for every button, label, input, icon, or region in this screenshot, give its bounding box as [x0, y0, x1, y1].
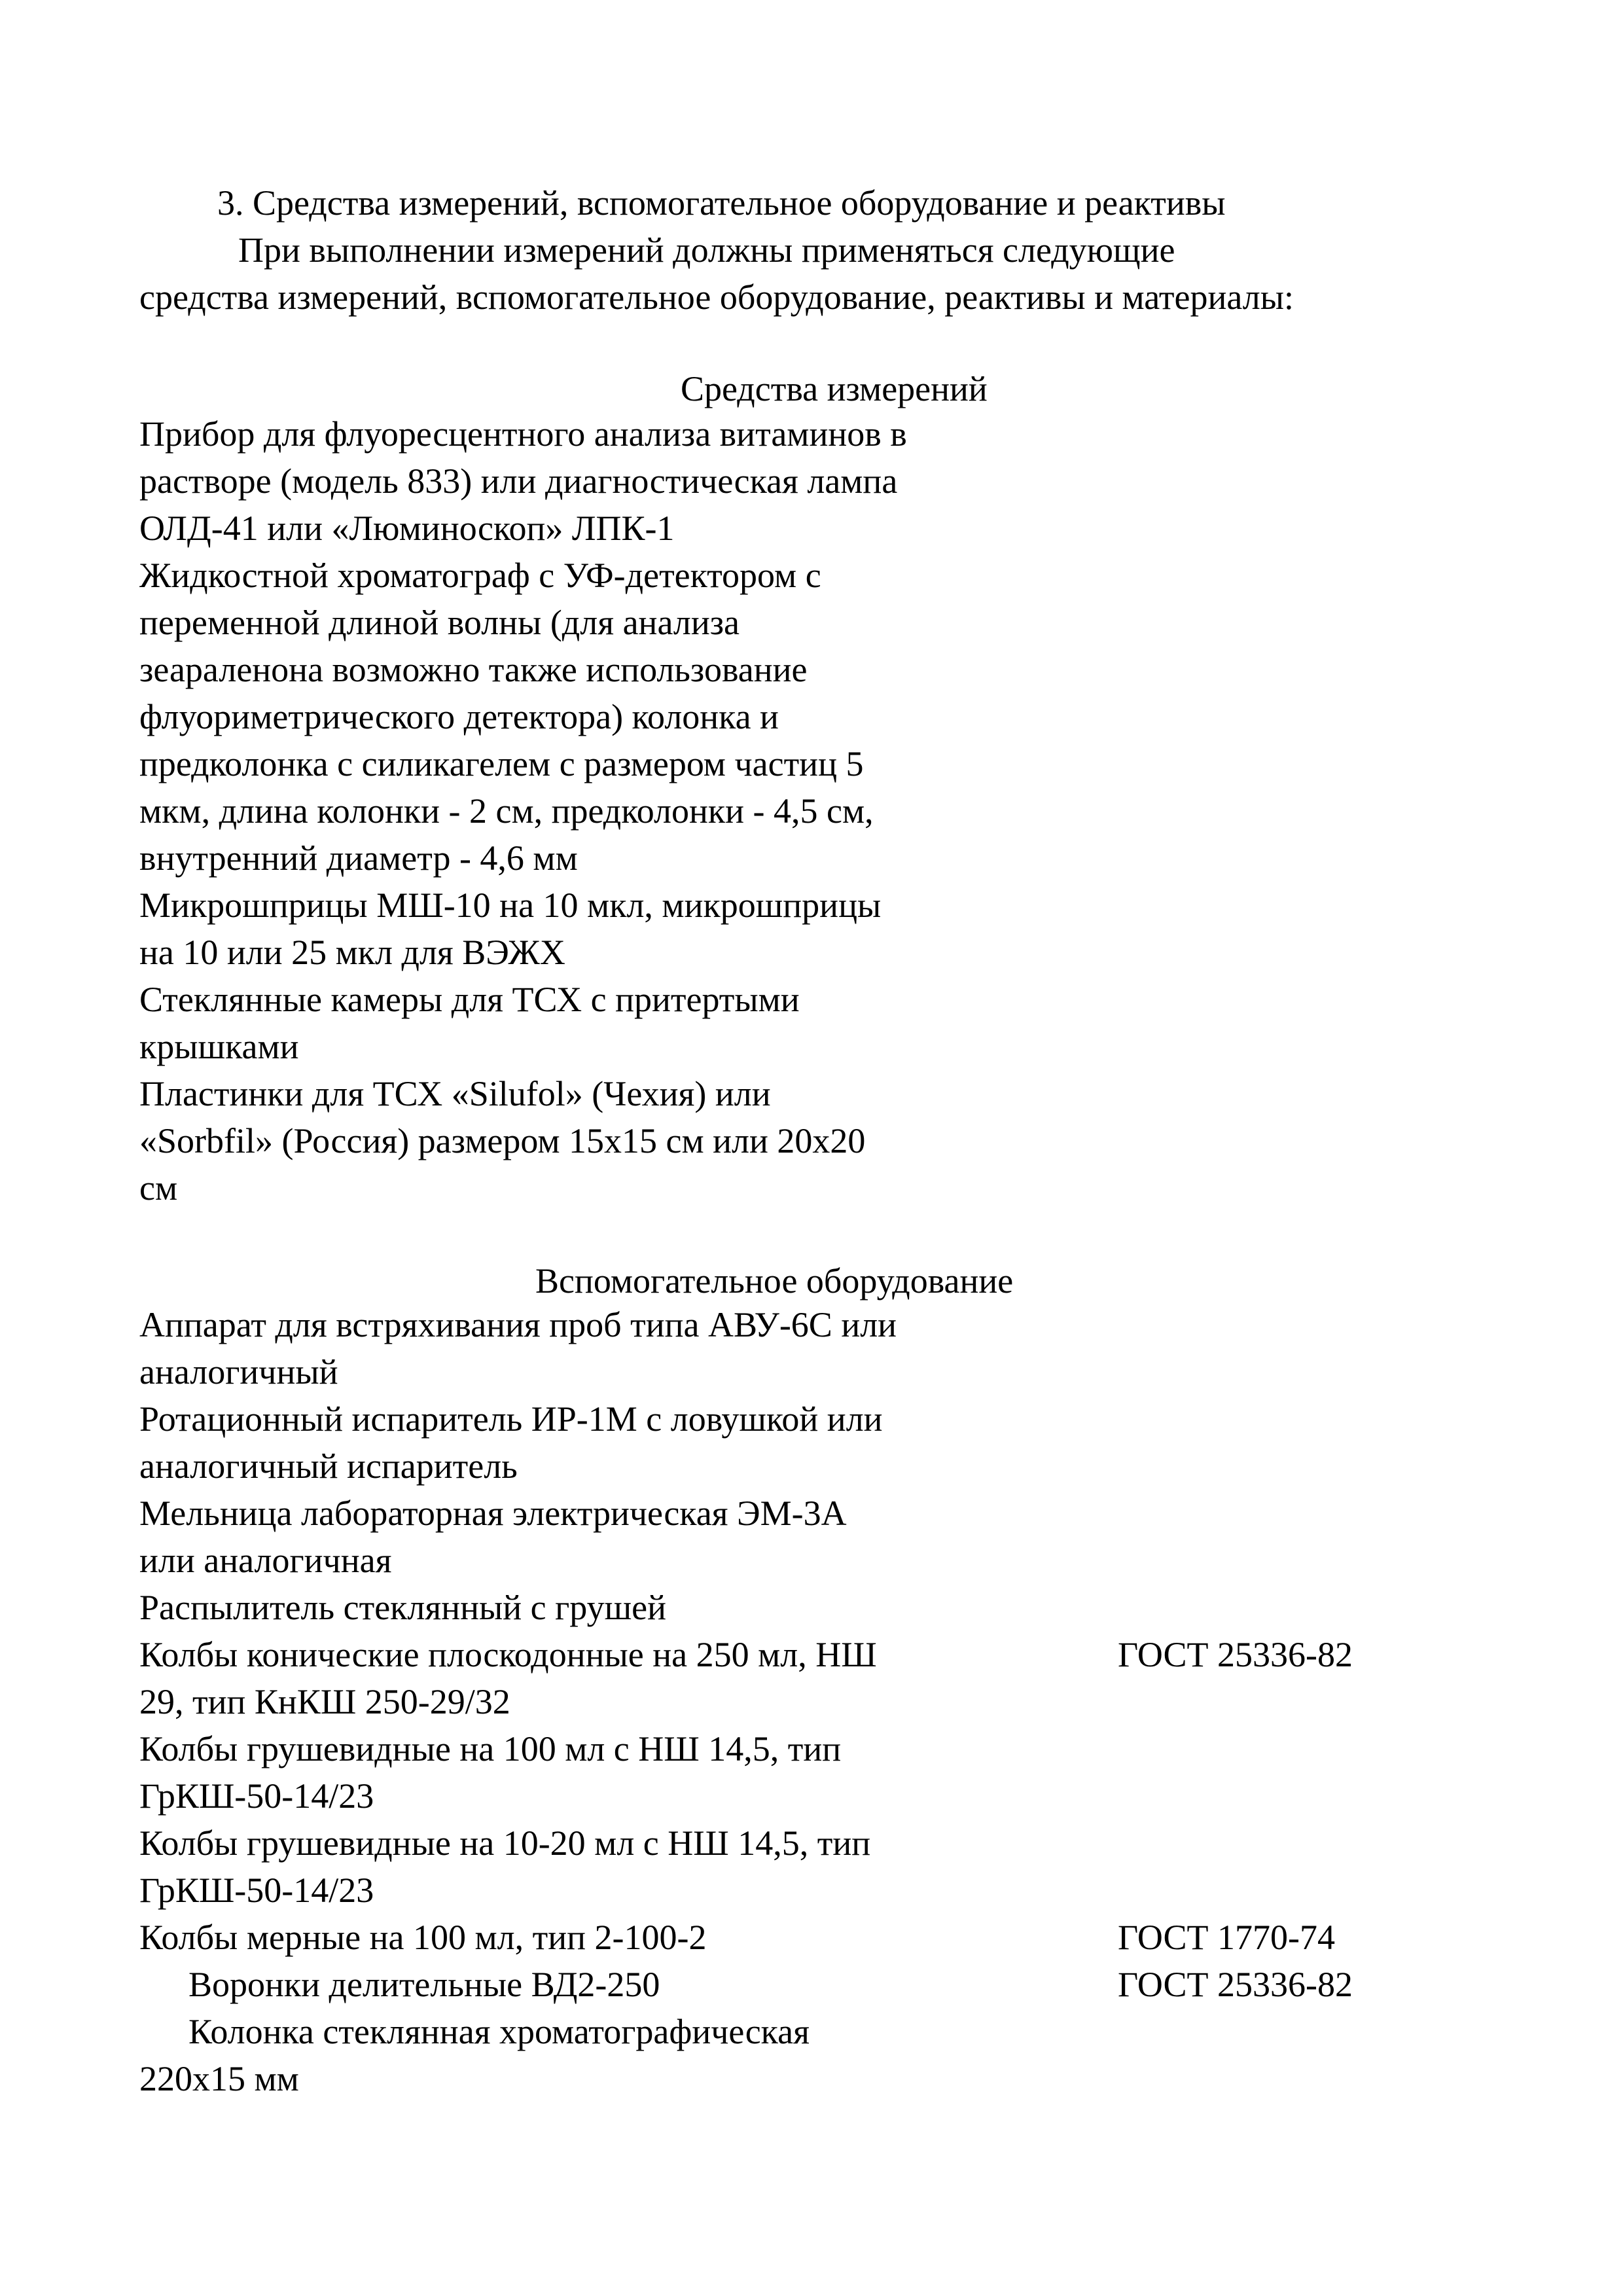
list-line: Прибор для флуоресцентного анализа витаминов в [139, 414, 907, 454]
list-line: Колбы конические плоскодонные на 250 мл, НШ [139, 1635, 877, 1674]
list-line: предколонка с силикагелем с размером частиц 5 [139, 744, 864, 783]
auxiliary-equipment-list [139, 1301, 1095, 2102]
list-line: см [139, 1168, 178, 1208]
gost-reference: ГОСТ 25336-82 [1118, 1635, 1353, 1674]
list-line: 220х15 мм [139, 2059, 299, 2098]
list-line: флуориметрического детектора) колонка и [139, 697, 779, 736]
list-line: Распылитель стеклянный с грушей [139, 1588, 667, 1627]
gost-reference: ГОСТ 25336-82 [1118, 1965, 1353, 2004]
list-line: ГрКШ-50-14/23 [139, 1871, 374, 1910]
list-line: внутренний диаметр - 4,6 мм [139, 838, 578, 878]
list-line: Аппарат для встряхивания проб типа АВУ-6С или [139, 1305, 897, 1344]
list-line: Колонка стеклянная хроматографическая [188, 2012, 810, 2051]
list-line: растворе (модель 833) или диагностическая лампа [139, 461, 898, 501]
list-line: Колбы грушевидные на 100 мл с НШ 14,5, тип [139, 1729, 842, 1768]
list-line: мкм, длина колонки - 2 см, предколонки - 4,5 см, [139, 791, 874, 831]
list-line: Колбы мерные на 100 мл, тип 2-100-2 [139, 1918, 707, 1957]
list-line: ОЛД-41 или «Люминоскоп» ЛПК-1 [139, 509, 675, 548]
list-line: «Sorbfil» (Россия) размером 15х15 см или 20х20 [139, 1121, 866, 1160]
section-title: 3. Средства измерений, вспомогательное оборудование и реактивы [217, 183, 1226, 223]
list-line: Микрошприцы МШ-10 на 10 мкл, микрошприцы [139, 886, 882, 925]
list-line: 29, тип КнКШ 250-29/32 [139, 1682, 510, 1721]
measuring-instruments-heading: Средства измерений [681, 369, 988, 408]
list-line: Колбы грушевидные на 10-20 мл с НШ 14,5, тип [139, 1823, 871, 1863]
list-line: Ротационный испаритель ИР-1М с ловушкой или [139, 1399, 883, 1439]
list-line: крышками [139, 1027, 299, 1066]
list-line: Мельница лабораторная электрическая ЭМ-3А [139, 1494, 847, 1533]
list-line: на 10 или 25 мкл для ВЭЖХ [139, 933, 565, 972]
gost-reference: ГОСТ 1770-74 [1118, 1918, 1336, 1957]
intro-line-1: При выполнении измерений должны применяться следующие [238, 230, 1175, 270]
list-line: переменной длиной волны (для анализа [139, 603, 740, 642]
list-line: аналогичный испаритель [139, 1446, 518, 1486]
list-line: зеараленона возможно также использование [139, 650, 808, 689]
auxiliary-equipment-heading: Вспомогательное оборудование [535, 1261, 1014, 1300]
list-line: Воронки делительные ВД2-250 [188, 1965, 660, 2004]
list-line: или аналогичная [139, 1541, 392, 1580]
list-line: Жидкостной хроматограф с УФ-детектором с [139, 556, 821, 595]
list-line: Пластинки для ТСХ «Silufol» (Чехия) или [139, 1074, 771, 1113]
measuring-instruments-list [139, 410, 1095, 1211]
list-line: ГрКШ-50-14/23 [139, 1776, 374, 1816]
list-line: аналогичный [139, 1352, 338, 1391]
list-line: Стеклянные камеры для ТСХ с притертыми [139, 980, 800, 1019]
intro-line-2: средства измерений, вспомогательное оборудование, реактивы и материалы: [139, 278, 1294, 317]
